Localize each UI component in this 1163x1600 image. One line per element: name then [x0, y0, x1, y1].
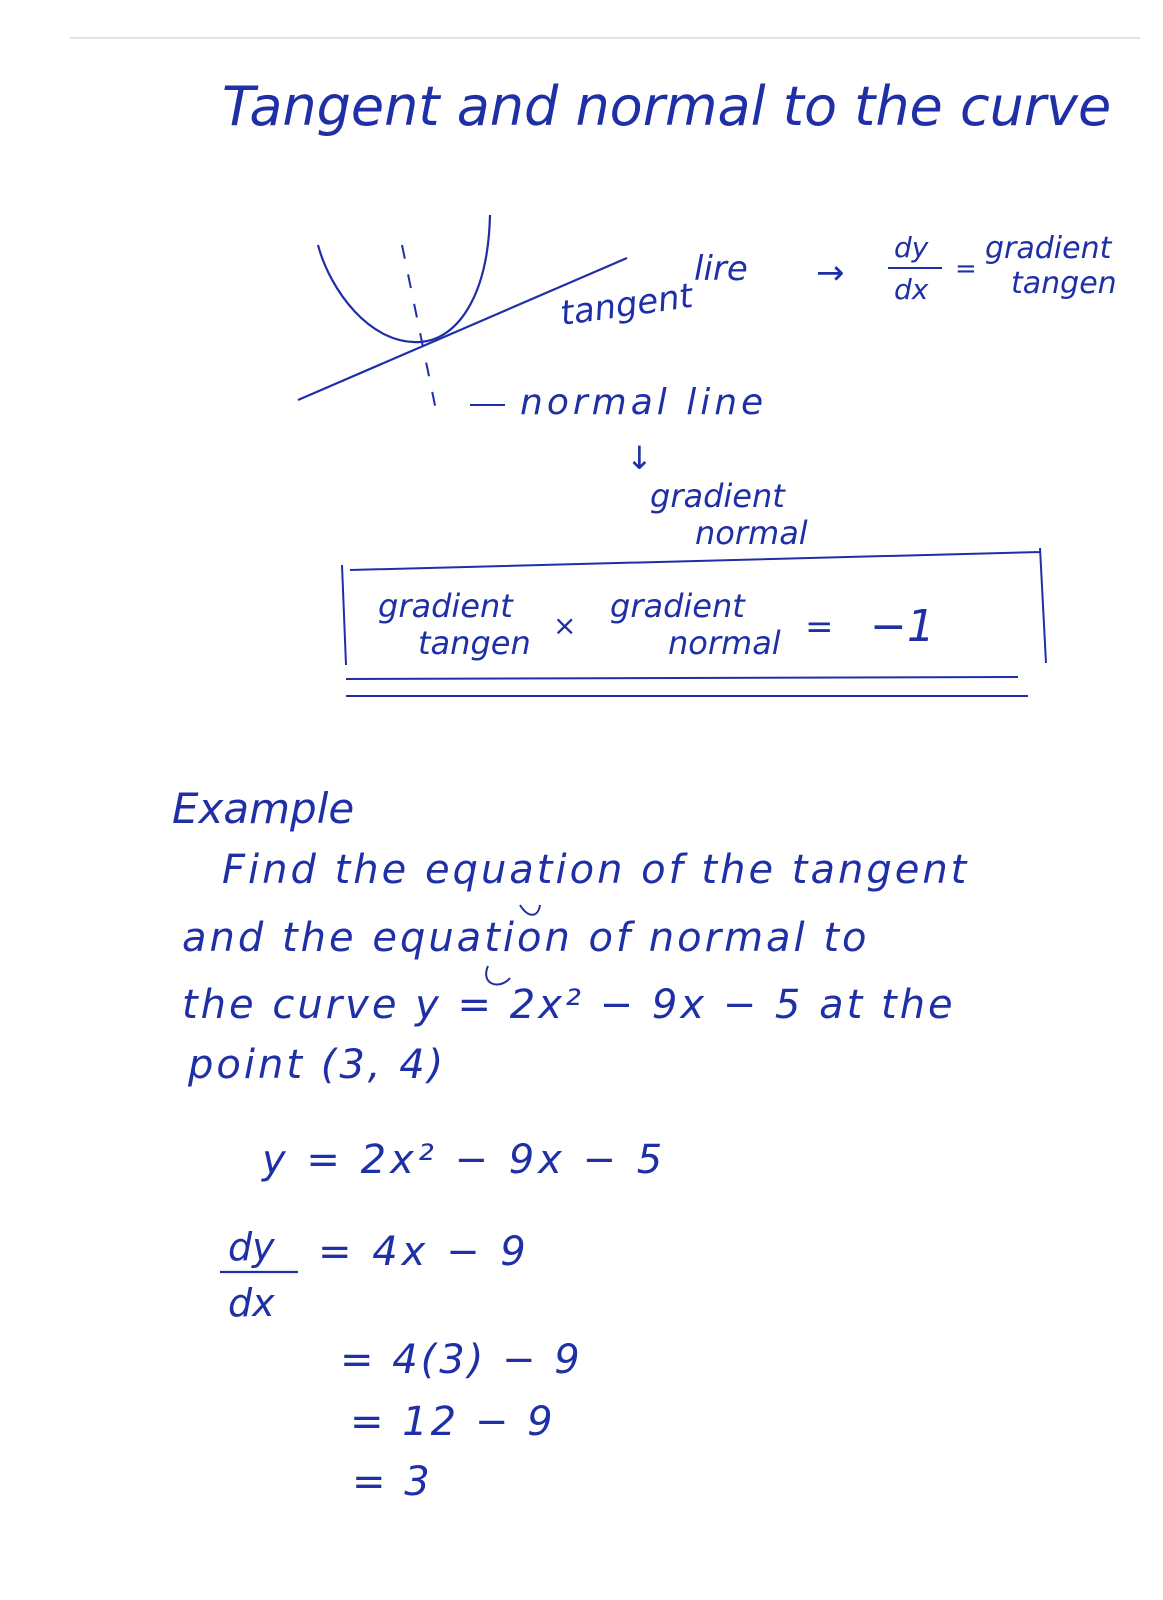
diagram-dy: dy	[894, 231, 929, 264]
example-line-3: the curve y = 2x² − 9x − 5 at the	[182, 982, 956, 1028]
solution-line-5: = 3	[352, 1459, 433, 1505]
example-heading: Example	[172, 784, 355, 833]
gradient-normal-top: gradient	[650, 477, 785, 515]
arrow-icon: →	[816, 253, 845, 293]
box-left-bottom: tangen	[418, 623, 531, 662]
box-right-top: gradient	[610, 587, 745, 625]
gradient-normal-bottom: normal	[695, 513, 808, 552]
equation-underline-1	[520, 905, 540, 915]
example-line-1: Find the equation of the tangent	[222, 847, 970, 893]
box-equals: =	[805, 607, 834, 647]
gradient-word: gradient	[985, 231, 1112, 266]
box-left-top: gradient	[378, 587, 513, 625]
solution-line-2: = 4x − 9	[318, 1229, 530, 1275]
normal-line-label: normal line	[520, 382, 768, 423]
example-line-2: and the equation of normal to	[182, 915, 870, 961]
down-arrow-icon: ↓	[626, 439, 653, 477]
parabola-curve	[318, 215, 490, 342]
box-times: ×	[553, 609, 577, 642]
example-line-4: point (3, 4)	[188, 1042, 447, 1088]
gradient-tangent-label	[985, 232, 1117, 301]
diagram-equals: =	[955, 254, 977, 284]
tangent-label: tangent	[557, 275, 696, 335]
normal-line	[402, 245, 438, 420]
tangent-line-word: lire	[694, 249, 748, 289]
solution-dx: dx	[228, 1281, 275, 1325]
box-result: −1	[870, 601, 935, 652]
box-right-bottom: normal	[668, 623, 781, 662]
gradient-normal-label	[650, 478, 808, 552]
solution-line-3: = 4(3) − 9	[340, 1337, 583, 1383]
page-title: Tangent and normal to the curve	[222, 75, 1112, 138]
diagram-dx: dx	[894, 273, 929, 306]
solution-line-1: y = 2x² − 9x − 5	[262, 1137, 667, 1183]
box-right-term	[610, 588, 781, 662]
box-left-term	[378, 588, 531, 662]
tangent-word: tangen	[1011, 265, 1117, 301]
solution-dy: dy	[228, 1225, 275, 1269]
solution-line-4: = 12 − 9	[350, 1399, 556, 1445]
